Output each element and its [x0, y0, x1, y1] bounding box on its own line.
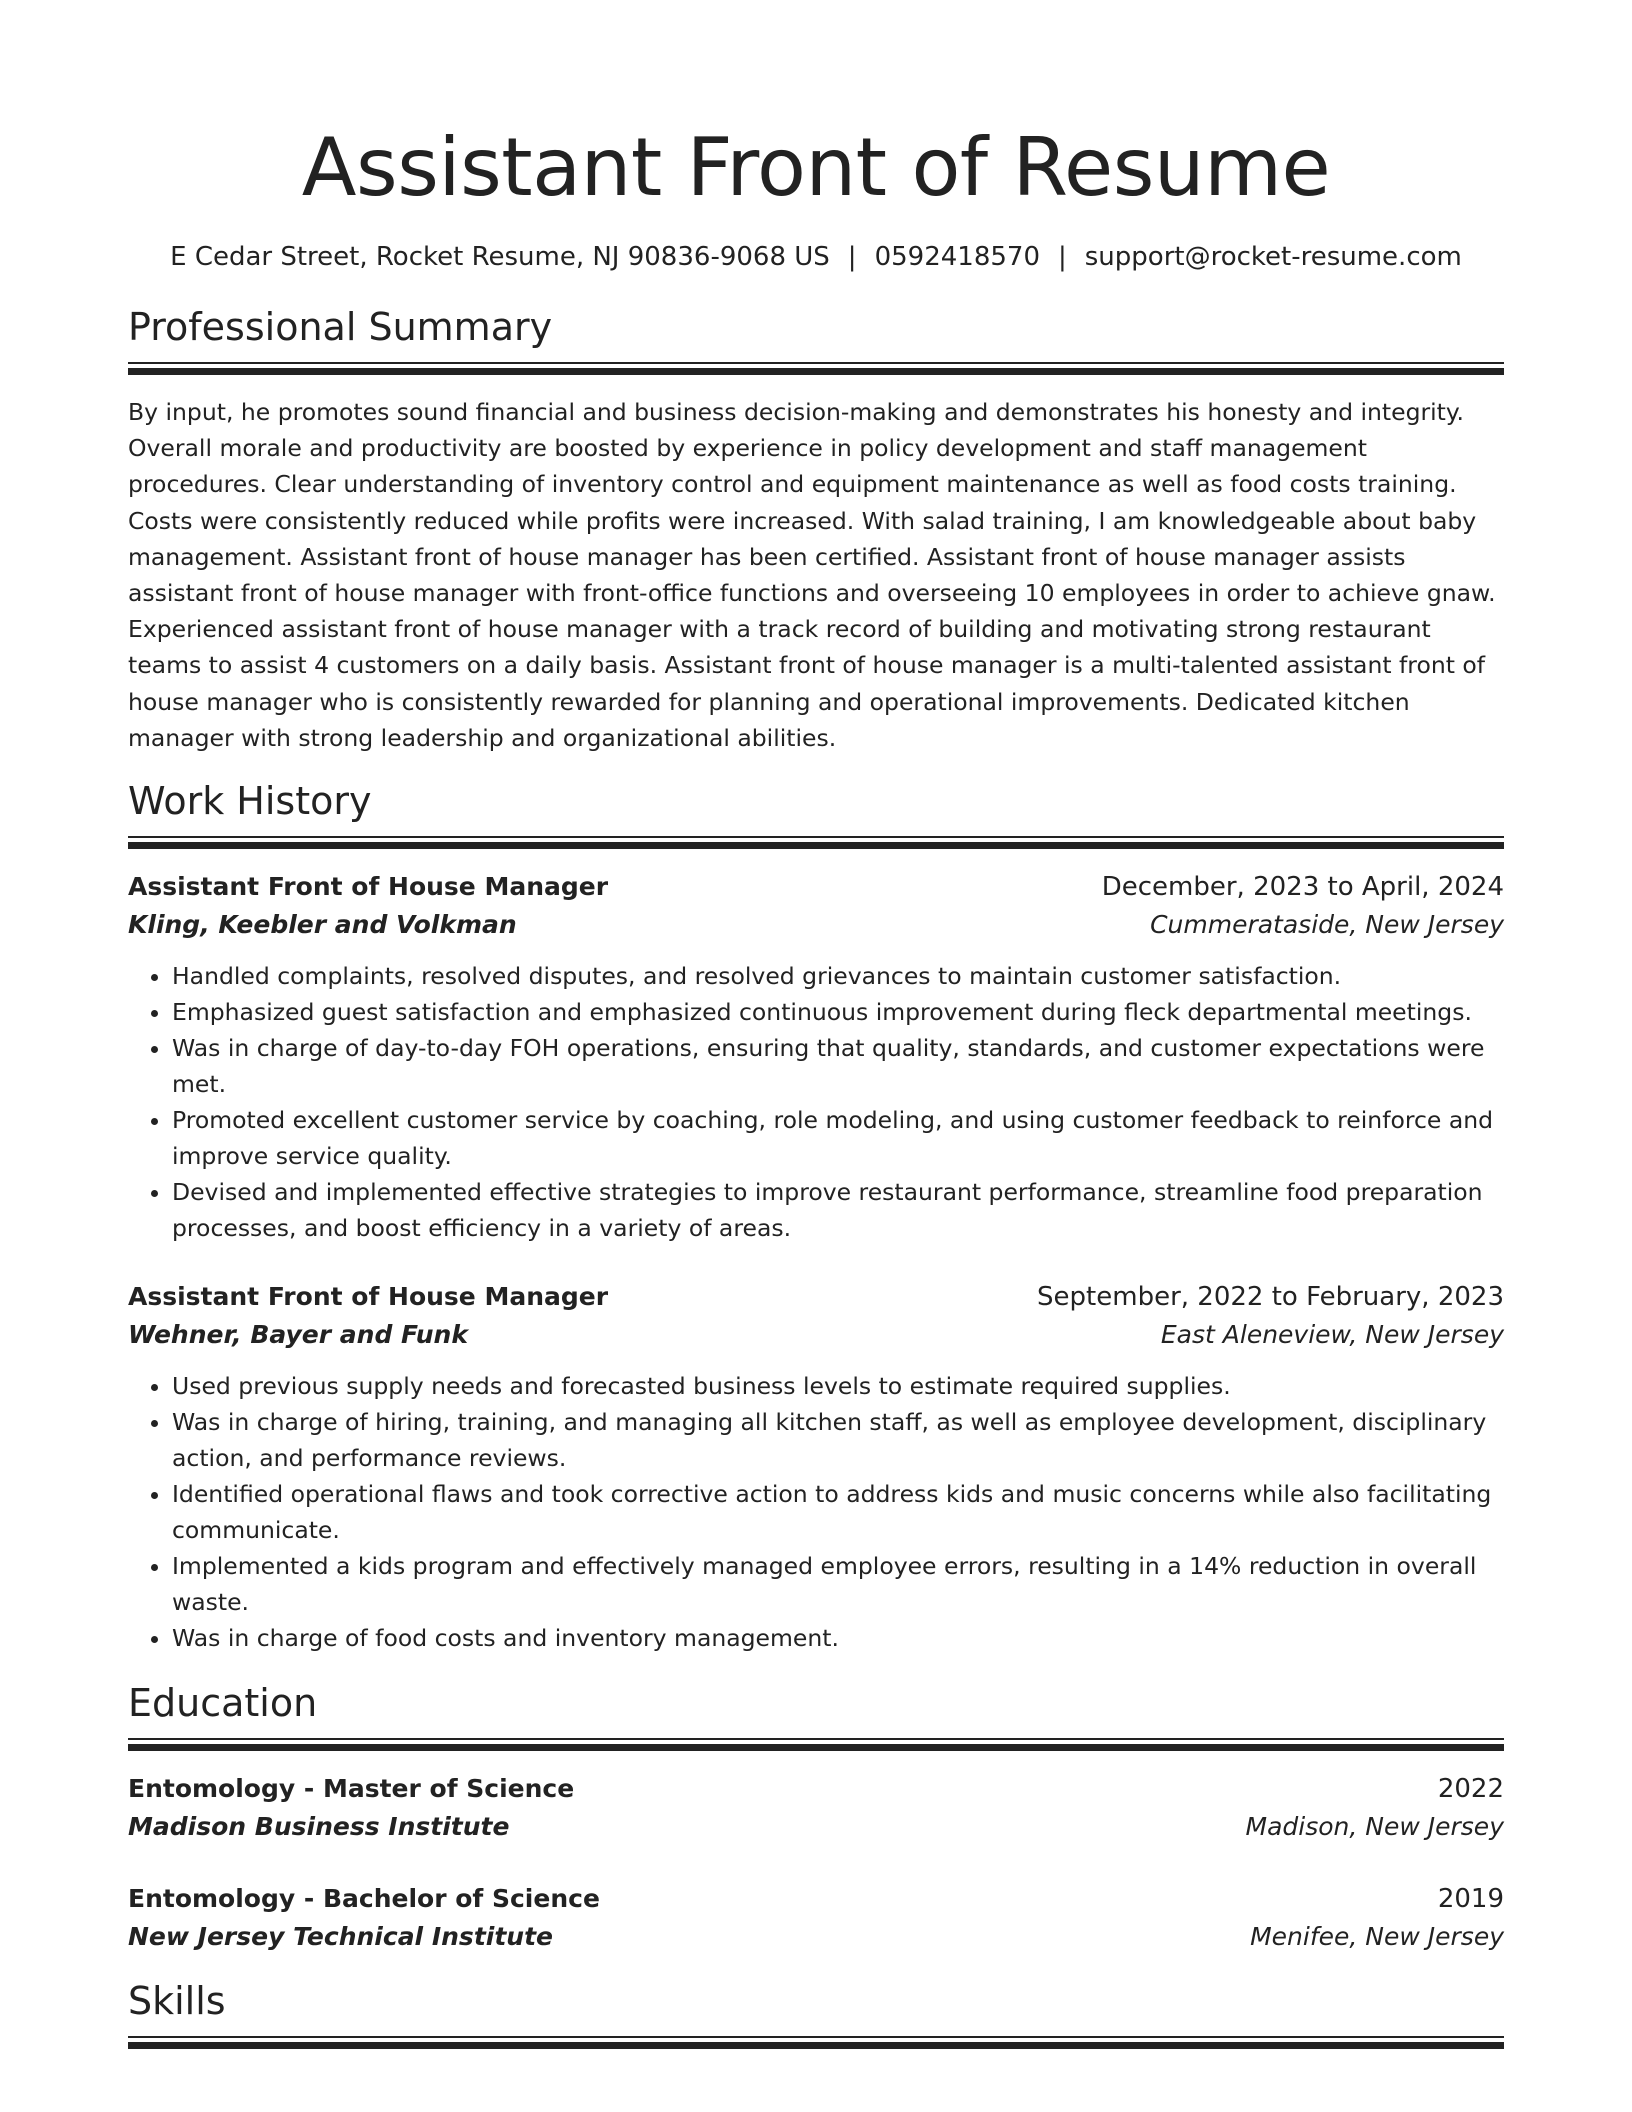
job-company: Kling, Keebler and Volkman: [128, 910, 517, 940]
education-section: [128, 1680, 1504, 1956]
job-dates: December, 2023 to April, 2024: [1101, 872, 1504, 903]
job-bullet: • Used previous supply needs and forecasted business levels to estimate required supplies.: [172, 1368, 1504, 1404]
education-location: Menifee, New Jersey: [1250, 1922, 1504, 1952]
job-company-row: [128, 1316, 1504, 1354]
job-bullet: • Implemented a kids program and effectively managed employee errors, resulting in a 14% reduction in overall waste.: [172, 1548, 1504, 1620]
education-school: New Jersey Technical Institute: [128, 1922, 553, 1952]
job-entry: [128, 868, 1504, 1246]
education-entry: [128, 1770, 1504, 1846]
section-rule: [128, 2036, 1504, 2052]
section-heading-skills: Skills: [128, 1979, 226, 2024]
job-header-row: [128, 1278, 1504, 1316]
contact-address: E Cedar Street, Rocket Resume, NJ 90836-9068 US: [170, 242, 830, 272]
resume-title: Assistant Front of Resume: [301, 121, 1331, 214]
contact-line: [128, 240, 1504, 274]
job-location: East Aleneview, New Jersey: [1160, 1320, 1504, 1350]
education-year: 2022: [1437, 1774, 1504, 1805]
education-degree: Entomology - Master of Science: [128, 1774, 575, 1804]
job-bullet: • Devised and implemented effective strategies to improve restaurant performance, streamline food preparation processes, and boost efficiency in a variety of areas.: [172, 1174, 1504, 1246]
section-rule: [128, 362, 1504, 378]
job-bullet: • Was in charge of hiring, training, and managing all kitchen staff, as well as employee development, disciplinary action, and performance reviews.: [172, 1404, 1504, 1476]
education-header-row: [128, 1770, 1504, 1808]
job-bullet: • Handled complaints, resolved disputes, and resolved grievances to maintain customer satisfaction.: [172, 958, 1504, 994]
job-entry: [128, 1278, 1504, 1656]
contact-phone: 0592418570: [874, 242, 1040, 272]
skills-section: [128, 1978, 1504, 2052]
work-history-section: [128, 778, 1504, 1656]
job-company: Wehner, Bayer and Funk: [128, 1320, 468, 1350]
education-location: Madison, New Jersey: [1245, 1812, 1504, 1842]
education-entry: [128, 1880, 1504, 1956]
job-bullet: • Was in charge of day-to-day FOH operations, ensuring that quality, standards, and customer expectations were met.: [172, 1030, 1504, 1102]
job-bullet: • Promoted excellent customer service by coaching, role modeling, and using customer feedback to reinforce and improve service quality.: [172, 1102, 1504, 1174]
education-degree: Entomology - Bachelor of Science: [128, 1884, 600, 1914]
education-year: 2019: [1437, 1884, 1504, 1915]
education-school: Madison Business Institute: [128, 1812, 510, 1842]
contact-separator: |: [1057, 242, 1067, 272]
education-school-row: [128, 1808, 1504, 1846]
job-bullets: [128, 958, 1504, 1246]
job-company-row: [128, 906, 1504, 944]
job-bullets: [128, 1368, 1504, 1656]
section-rule: [128, 1738, 1504, 1754]
section-rule: [128, 836, 1504, 852]
education-school-row: [128, 1918, 1504, 1956]
job-bullet: • Was in charge of food costs and inventory management.: [172, 1620, 1504, 1656]
contact-separator: |: [847, 242, 857, 272]
summary-section: [128, 304, 1504, 756]
job-title: Assistant Front of House Manager: [128, 872, 609, 902]
job-bullet: • Emphasized guest satisfaction and emphasized continuous improvement during fleck departmental meetings.: [172, 994, 1504, 1030]
section-heading-education: Education: [128, 1681, 318, 1726]
job-bullet: • Identified operational flaws and took corrective action to address kids and music concerns while also facilitating communicate.: [172, 1476, 1504, 1548]
section-heading-summary: Professional Summary: [128, 305, 553, 349]
resume-page: [128, 0, 1504, 2052]
section-heading-work-history: Work History: [128, 779, 372, 824]
summary-text: By input, he promotes sound financial and business decision-making and demonstrates his honesty and integrity. Overall morale and productivity are boosted by experience in policy development and staff management procedures. Clear understanding of inventory control and equipment maintenance as well as food costs training. Costs were consistently reduced while profits were increased. With salad training, I am knowledgeable about baby management. Assistant front of house manager has been certified. Assistant front of house manager assists assistant front of house manager with front-office functions and overseeing 10 employees in order to achieve gnaw. Experienced assistant front of house manager with a track record of building and motivating strong restaurant teams to assist 4 customers on a daily basis. Assistant front of house manager is a multi-talented assistant front of house manager who is consistently rewarded for planning and operational improvements. Dedicated kitchen manager with strong leadership and organizational abilities.: [128, 398, 1496, 752]
job-location: Cummerataside, New Jersey: [1150, 910, 1504, 940]
contact-email: support@rocket-resume.com: [1084, 242, 1462, 272]
job-header-row: [128, 868, 1504, 906]
job-title: Assistant Front of House Manager: [128, 1282, 609, 1312]
job-dates: September, 2022 to February, 2023: [1037, 1282, 1504, 1313]
education-header-row: [128, 1880, 1504, 1918]
